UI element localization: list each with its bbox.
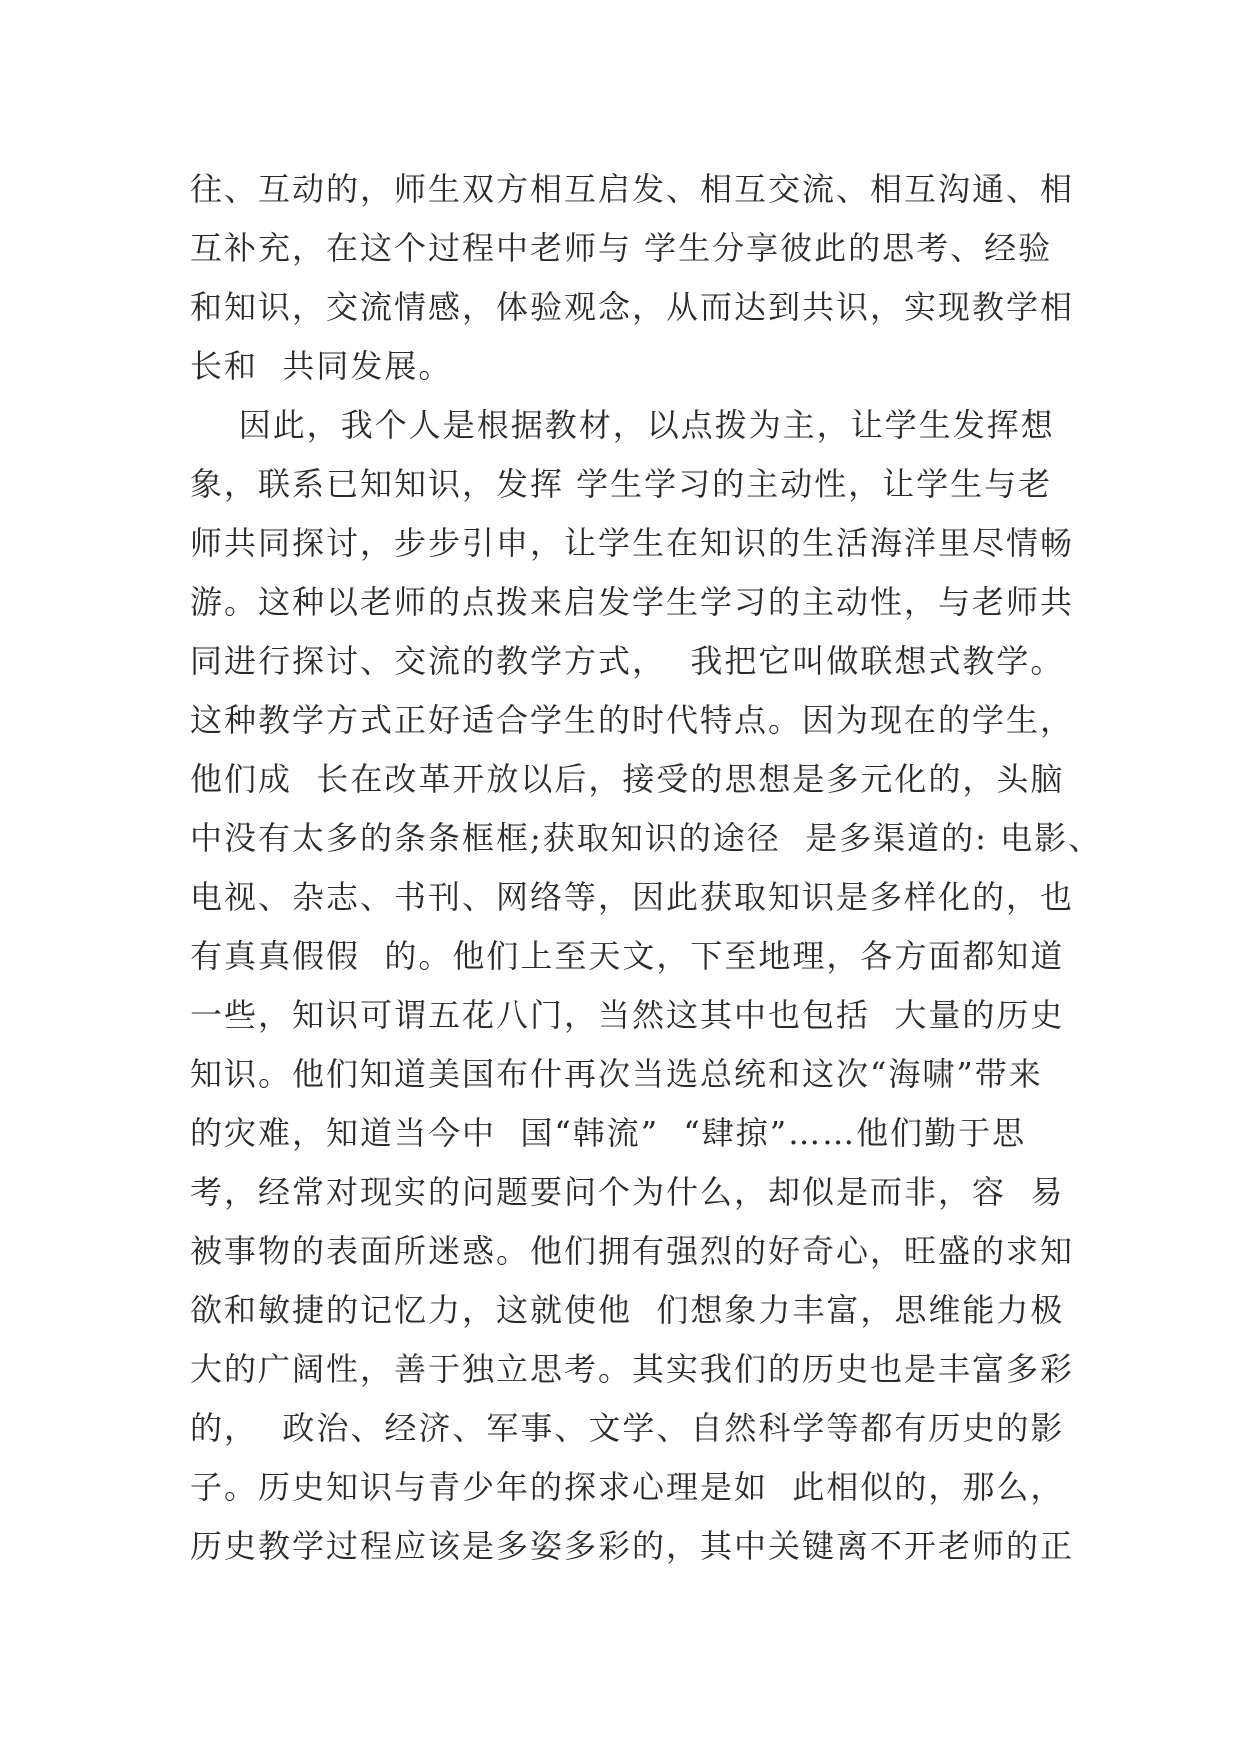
- paragraph-start-line: 因此，我个人是根据教材，以点拨为主，让学生发挥想: [190, 406, 1055, 444]
- text-line: 知识。他们知道美国布什再次当选总统和这次“海啸”带来: [190, 1055, 1043, 1093]
- text-line: 大的广阔性，善于独立思考。其实我们的历史也是丰富多彩: [190, 1350, 1075, 1388]
- text-line: 的， 政治、经济、军事、文学、自然科学等都有历史的影: [190, 1409, 1065, 1447]
- body-text: [190, 160, 1103, 1576]
- text-line: 有真真假假 的。他们上至天文，下至地理，各方面都知道: [190, 937, 1065, 975]
- text-line: 象，联系已知知识，发挥 学生学习的主动性，让学生与老: [190, 465, 1053, 503]
- text-line: 的灾难，知道当今中 国“韩流” “肆掠”……他们勤于思: [190, 1114, 1027, 1152]
- text-line: 游。这种以老师的点拨来启发学生学习的主动性，与老师共: [190, 583, 1075, 621]
- text-line: 长和 共同发展。: [190, 347, 453, 385]
- text-line: 一些，知识可谓五花八门，当然这其中也包括 大量的历史: [190, 996, 1065, 1034]
- text-line: 电视、杂志、书刊、网络等，因此获取知识是多样化的，也: [190, 878, 1075, 916]
- text-line: 欲和敏捷的记忆力，这就使他 们想象力丰富，思维能力极: [190, 1291, 1065, 1329]
- text-line: 往、互动的，师生双方相互启发、相互交流、相互沟通、相: [190, 170, 1075, 208]
- text-line: 历史教学过程应该是多姿多彩的，其中关键离不开老师的正: [190, 1527, 1075, 1565]
- text-line: 互补充，在这个过程中老师与 学生分享彼此的思考、经验: [190, 229, 1053, 267]
- text-line: 他们成 长在改革开放以后，接受的思想是多元化的，头脑: [190, 760, 1065, 798]
- text-line: 同进行探讨、交流的教学方式， 我把它叫做联想式教学。: [190, 642, 1065, 680]
- text-line: 和知识，交流情感，体验观念，从而达到共识，实现教学相: [190, 288, 1075, 326]
- text-line: 子。历史知识与青少年的探求心理是如 此相似的，那么，: [190, 1468, 1065, 1506]
- text-line: 中没有太多的条条框框;获取知识的途径 是多渠道的: 电影、: [190, 819, 1103, 857]
- text-line: 师共同探讨，步步引申，让学生在知识的生活海洋里尽情畅: [190, 524, 1075, 562]
- text-line: 这种教学方式正好适合学生的时代特点。因为现在的学生，: [190, 701, 1075, 739]
- text-line: 考，经常对现实的问题要问个为什么，却似是而非，容 易: [190, 1173, 1065, 1211]
- text-line: 被事物的表面所迷惑。他们拥有强烈的好奇心，旺盛的求知: [190, 1232, 1075, 1270]
